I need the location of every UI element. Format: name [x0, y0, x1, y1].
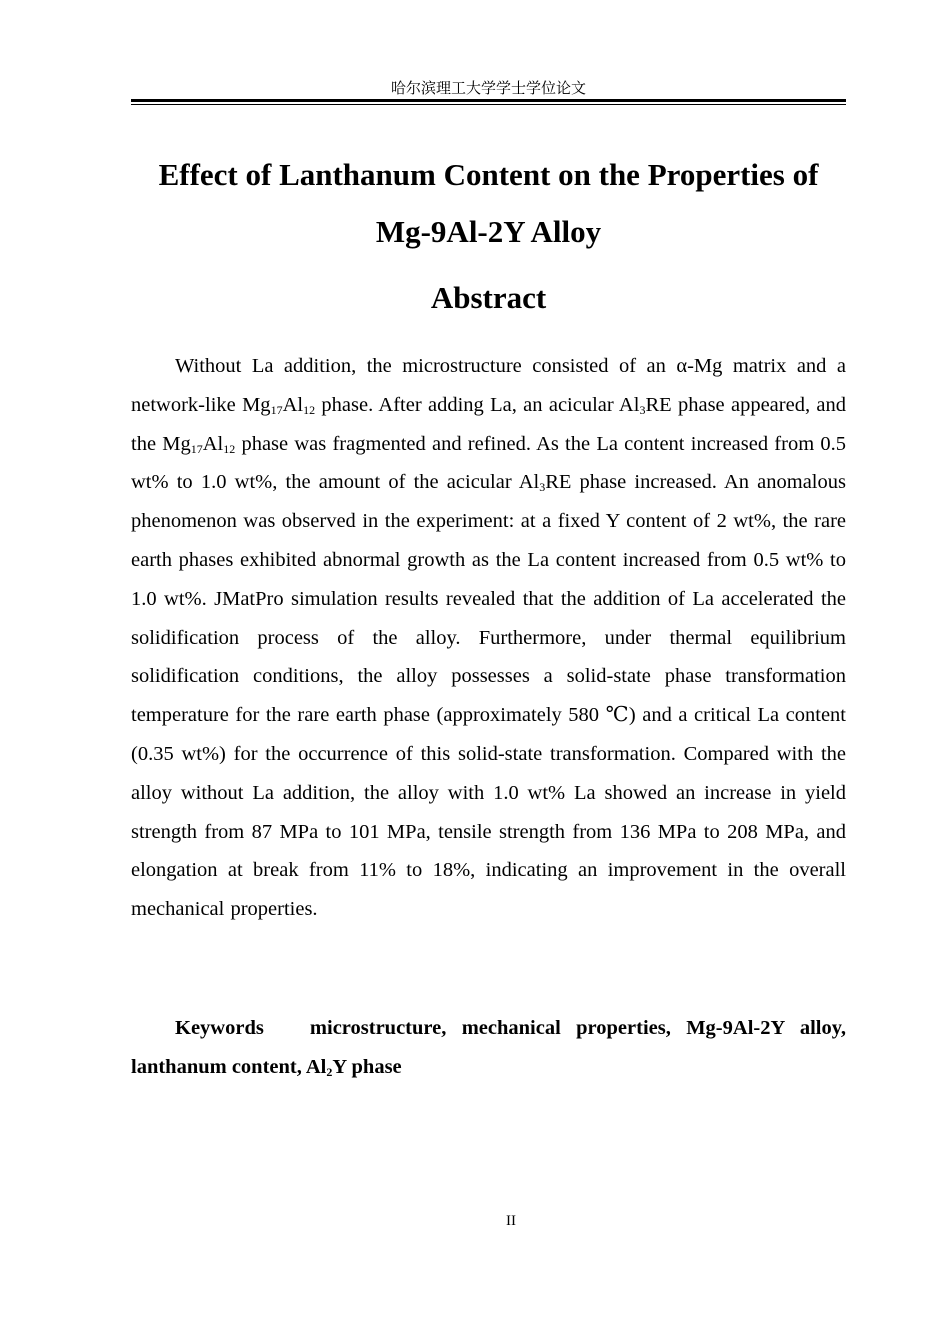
paper-title-line-2: Mg-9Al-2Y Alloy [375, 214, 602, 249]
paper-title [131, 146, 846, 260]
subscript: 12 [223, 441, 236, 456]
running-header: 哈尔滨理工大学学士学位论文 [390, 79, 586, 97]
subscript: 17 [190, 441, 203, 456]
abstract-text: RE phase appeared, and the Mg [131, 393, 846, 455]
keywords-text-end: Y phase [332, 1055, 402, 1078]
abstract-text: phase. After adding La, an acicular Al [315, 393, 640, 416]
abstract-text: Al [282, 393, 304, 416]
abstract-body [131, 347, 846, 929]
keywords-paragraph [131, 1009, 846, 1087]
keywords-text: microstructure, mechanical properties, Mg-9Al-2Y alloy, lanthanum content, Al [131, 1017, 847, 1078]
subscript: 3 [539, 480, 546, 495]
abstract-text: Al [202, 432, 224, 455]
abstract-text: Without La addition, the microstructure consisted of an α-Mg matrix and a network-like Mg [131, 355, 846, 416]
abstract-text: phase was fragmented and refined. As the La content increased from 0.5 wt% to 1.0 wt%, the amount of the acicular Al [131, 432, 846, 494]
abstract-text: RE phase increased. An anomalous phenomenon was observed in the experiment: at a fixed Y content of 2 wt%, the rare earth phases exhibited abnormal growth as the La content increased from 0.5 wt% to 1.0 wt%. JMatPro simulation results revealed that the addition of La accelerated the solidification process of the alloy. Furthermore, under thermal equilibrium solidification conditions, the alloy possesses a solid-state phase transformation temperature for the rare earth phase (approximately 580 ℃) and a critical La content (0.35 wt%) for the occurrence of this solid-state transformation. Compared with the alloy without La addition, the alloy with 1.0 wt% La showed an increase in yield strength from 87 MPa to 101 MPa, tensile strength from 136 MPa to 208 MPa, and elongation at break from 11% to 18%, indicating an improvement in the overall mechanical properties. [131, 471, 846, 921]
keywords-label: Keywords [175, 1017, 264, 1039]
abstract-heading: Abstract [430, 280, 547, 315]
subscript: 12 [303, 402, 316, 417]
subscript: 17 [270, 402, 283, 417]
subscript: 2 [326, 1064, 333, 1079]
page-number: II [506, 1213, 516, 1229]
subscript: 3 [639, 402, 646, 417]
header-rule [131, 99, 846, 105]
paper-title-line-1: Effect of Lanthanum Content on the Properties of [158, 157, 819, 192]
